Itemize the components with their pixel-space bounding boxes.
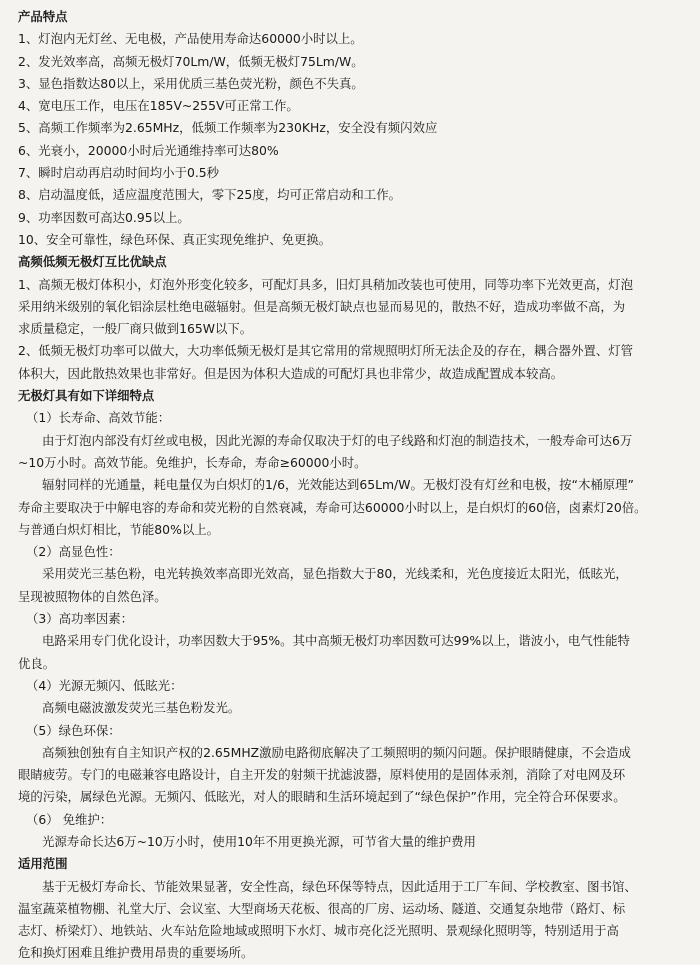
detail-1-title: （1）长寿命、高效节能：	[26, 410, 171, 426]
feature-item: 1、灯泡内无灯丝、无电极，产品使用寿命达60000小时以上。	[18, 31, 363, 47]
detail-line: 寿命主要取决于中解电容的寿命和荧光粉的自然衰减，寿命可达60000小时以上，是白炽灯的60倍，卤素灯20倍。	[18, 499, 647, 515]
compare-line: 体积大，因此散热效果也非常好。但是因为体积大造成的可配灯具也非常少，故造成配置成本较高。	[18, 365, 564, 381]
detail-line: ~10万小时。高效节能。免维护，长寿命，寿命≥60000小时。	[18, 454, 367, 470]
usage-title: 适用范围	[18, 856, 68, 872]
feature-item: 5、高频工作频率为2.65MHz，低频工作频率为230KHz，安全没有频闪效应	[18, 120, 438, 136]
feature-item: 3、显色指数达80以上，采用优质三基色荧光粉，颜色不失真。	[18, 75, 364, 91]
feature-item: 8、启动温度低，适应温度范围大，零下25度，均可正常启动和工作。	[18, 187, 401, 203]
detail-3-title: （3）高功率因素：	[26, 611, 134, 627]
feature-item: 4、宽电压工作，电压在185V~255V可正常工作。	[18, 98, 299, 114]
detail-line: 采用荧光三基色粉，电光转换效率高即光效高，显色指数大于80，光线柔和，光色度接近太阳光，低眩光，	[42, 566, 628, 582]
detail-line: 高频电磁波激发荧光三基色粉发光。	[42, 700, 241, 716]
detail-line: 境的污染，属绿色光源。无频闪、低眩光，对人的眼睛和生活环境起到了“绿色保护”作用，完全符合环保要求。	[18, 789, 626, 805]
usage-line: 志灯、桥梁灯）、地铁站、火车站危险地域或照明下水灯、城市亮化泛光照明、景观绿化照明等，特别适用于高	[18, 923, 619, 939]
detail-line: 与普通白炽灯相比，节能80%以上。	[18, 521, 220, 537]
detail-line: 眼睛疲劳。专门的电磁兼容电路设计，自主开发的射频干扰滤波器，原料使用的是固体汞剂，消除了对电网及环	[18, 767, 626, 783]
detail-5-title: （5）绿色环保：	[26, 722, 121, 738]
compare-line: 采用纳米级别的氧化铝涂层杜绝电磁辐射。但是高频无极灯缺点也显而易见的，散热不好，造成功率做不高，为	[18, 298, 626, 314]
detail-line: 光源寿命长达6万~10万小时，使用10年不用更换光源，可节省大量的维护费用	[42, 833, 476, 849]
usage-line: 基于无极灯寿命长、节能效果显著，安全性高，绿色环保等特点，因此适用于工厂车间、学校教室、图书馆、	[42, 878, 637, 894]
feature-item: 9、功率因数可高达0.95以上。	[18, 209, 190, 225]
detail-line: 优良。	[18, 655, 56, 671]
detail-2-title: （2）高显色性：	[26, 544, 121, 560]
compare-line: 求质量稳定，一般厂商只做到165W以下。	[18, 321, 253, 337]
compare-title: 高频低频无极灯互比优缺点	[18, 254, 167, 270]
compare-line: 1、高频无极灯体积小，灯泡外形变化较多，可配灯具多，旧灯具稍加改装也可使用，同等功率下光效更高，灯泡	[18, 276, 634, 292]
features-title: 产品特点	[18, 9, 68, 24]
compare-line: 2、低频无极灯功率可以做大，大功率低频无极灯是其它常用的常规照明灯所无法企及的存在，耦合器外置、灯管	[18, 343, 634, 359]
detail-4-title: （4）光源无频闪、低眩光：	[26, 677, 183, 693]
detail-line: 高频独创独有自主知识产权的2.65MHZ激励电路彻底解决了工频照明的频闪问题。保护眼睛健康，不会造成	[42, 744, 631, 760]
usage-line: 危和换灯困难且维护费用昂贵的重要场所。	[18, 945, 254, 961]
detail-title: 无极灯具有如下详细特点	[18, 388, 155, 404]
feature-item: 6、光衰小，20000小时后光通维持率可达80%	[18, 142, 279, 158]
detail-line: 呈现被照物体的自然色泽。	[18, 588, 167, 604]
usage-line: 温室蔬菜植物棚、礼堂大厅、会议室、大型商场天花板、很高的厂房、运动场、隧道、交通复杂地带（路灯、标	[18, 900, 626, 916]
feature-item: 10、安全可靠性，绿色环保、真正实现免维护、免更换。	[18, 231, 332, 247]
detail-line: 辐射同样的光通量，耗电量仅为白炽灯的1/6，光效能达到65Lm/W。无极灯没有灯丝和电极，按“木桶原理”	[42, 477, 634, 493]
detail-6-title: （6） 免维护：	[26, 811, 113, 827]
feature-item: 7、瞬时启动再启动时间均小于0.5秒	[18, 165, 220, 181]
feature-item: 2、发光效率高，高频无极灯70Lm/W，低频无极灯75Lm/W。	[18, 53, 364, 69]
detail-line: 电路采用专门优化设计，功率因数大于95%。其中高频无极灯功率因数可达99%以上，谐波小，电气性能特	[42, 633, 630, 649]
detail-line: 由于灯泡内部没有灯丝或电极，因此光源的寿命仅取决于灯的电子线路和灯泡的制造技术，一般寿命可达6万	[42, 432, 633, 448]
